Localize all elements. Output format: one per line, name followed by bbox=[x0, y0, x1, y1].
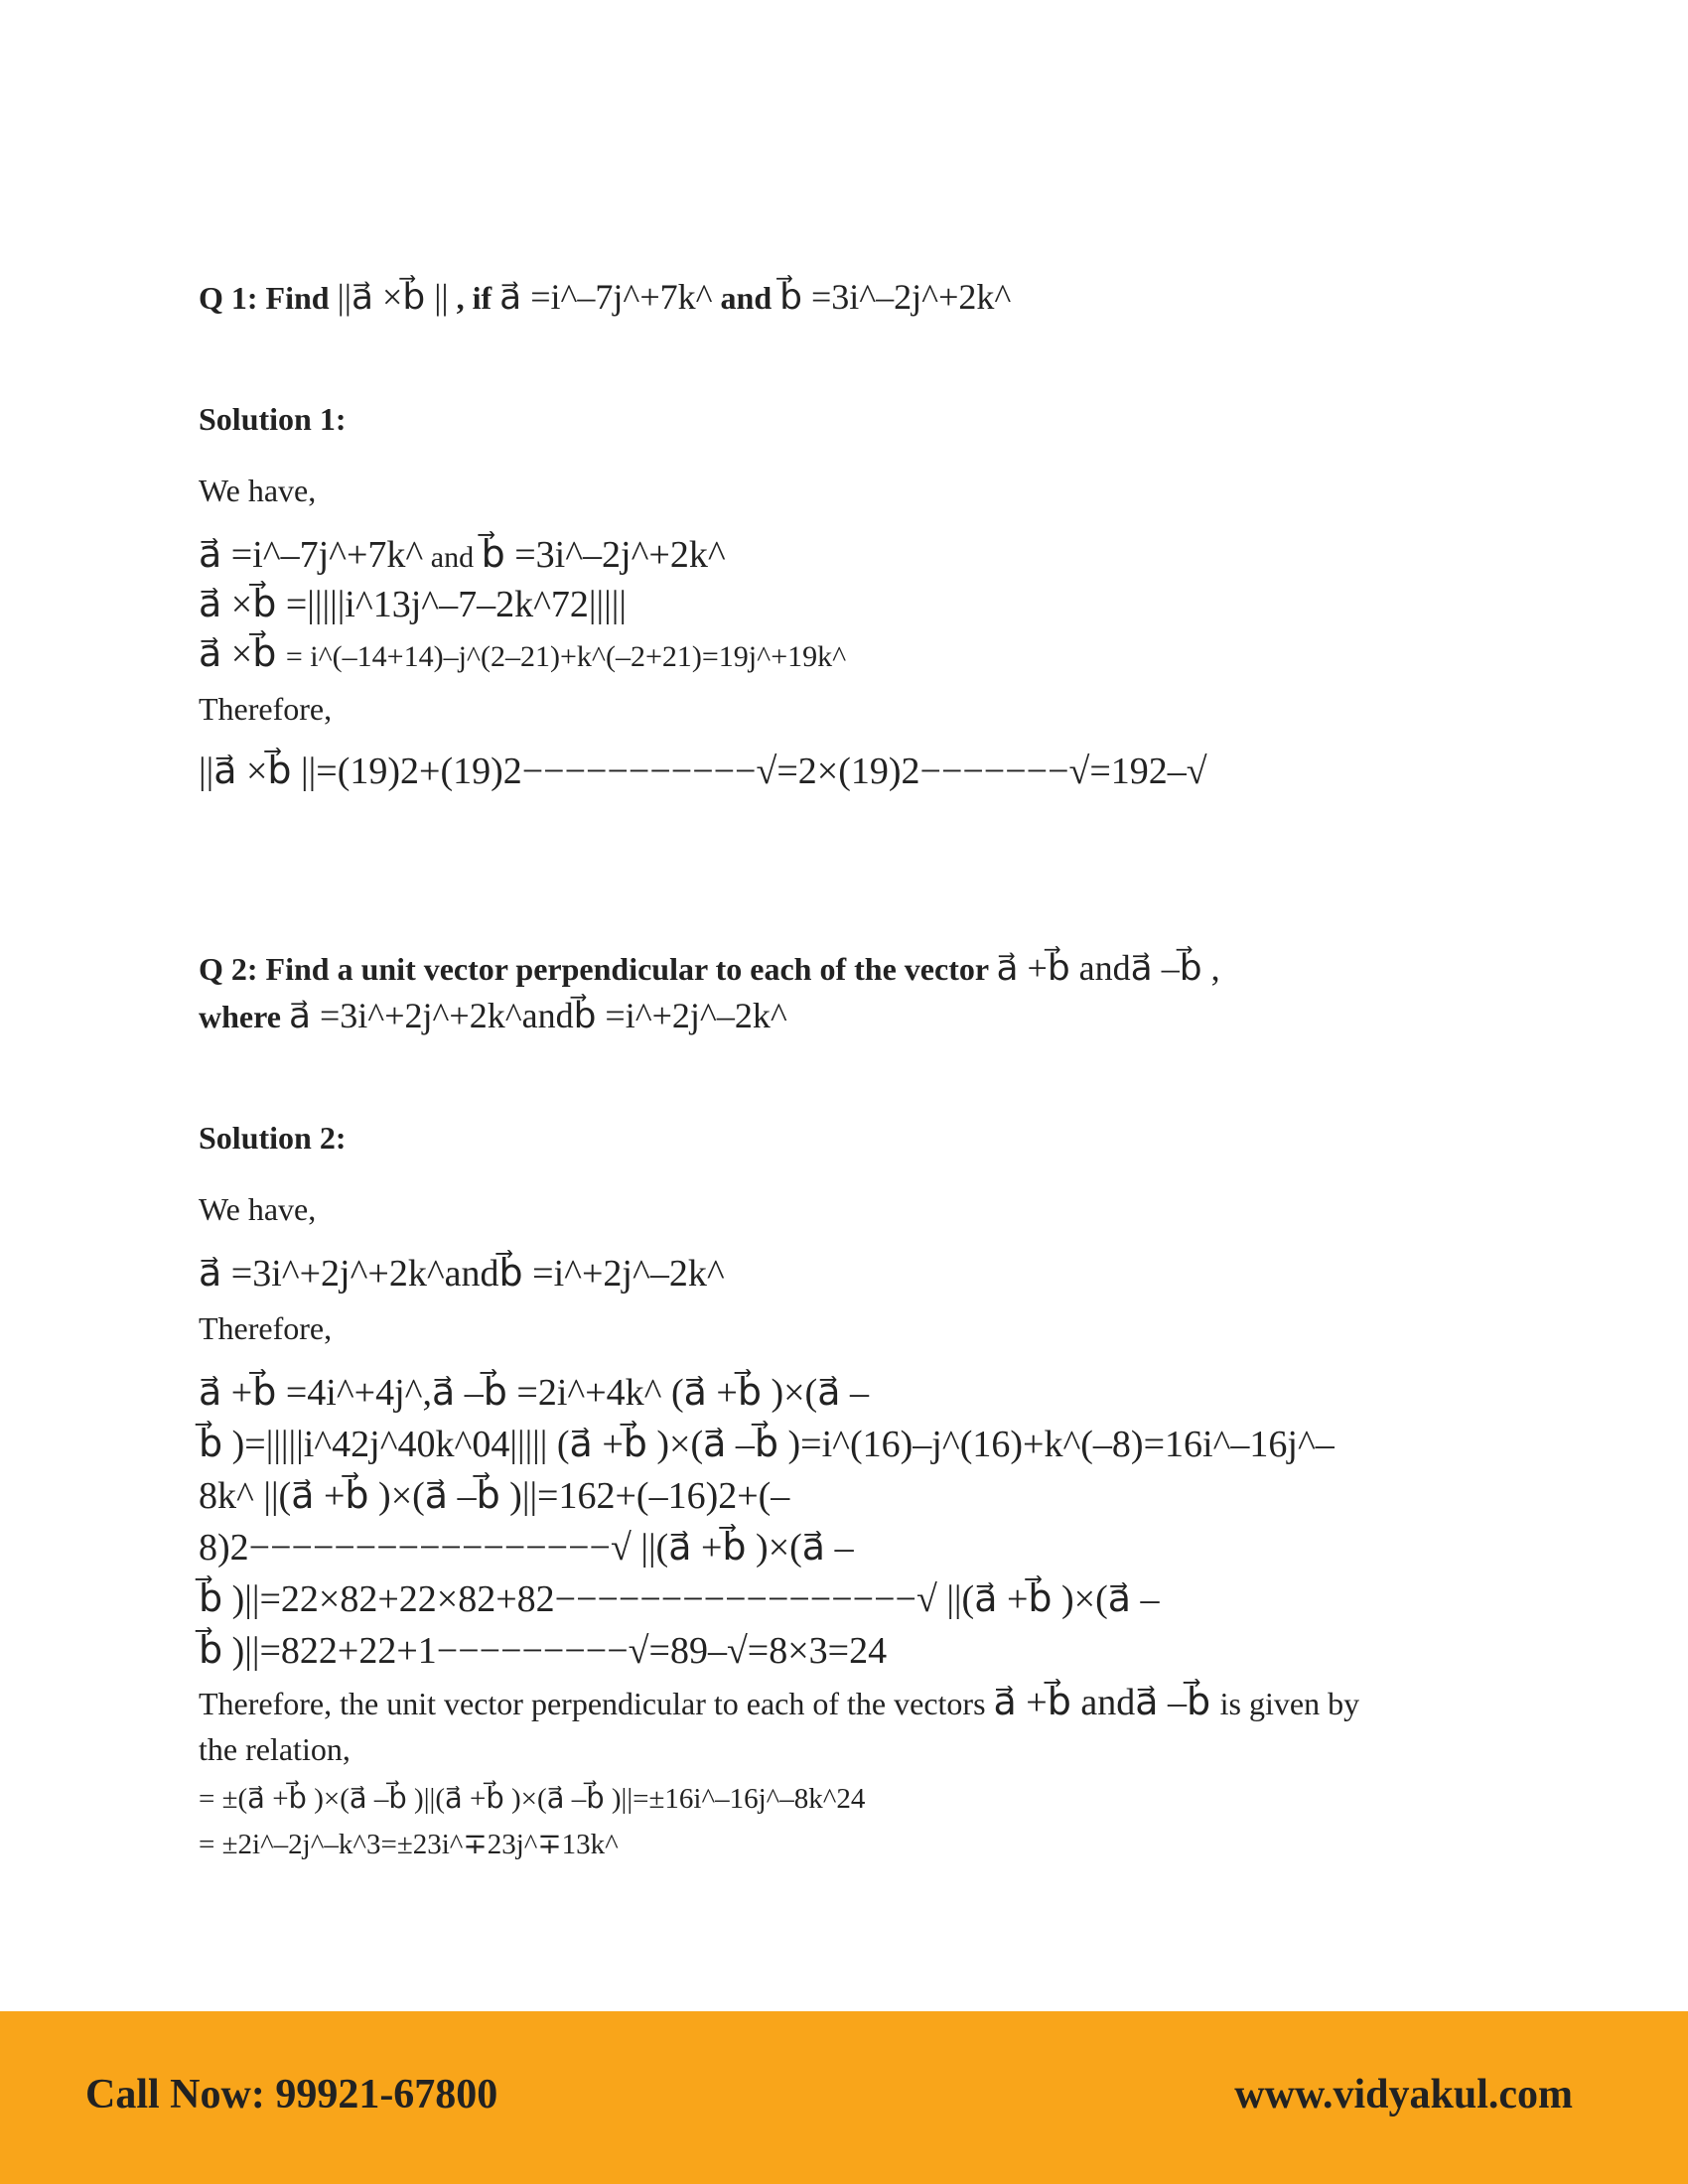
solution-1-heading: Solution 1: bbox=[199, 401, 347, 437]
question-1-math-3: b⃗ =3i^–2j^+2k^ bbox=[779, 277, 1012, 317]
call-now-text[interactable]: Call Now: 99921-67800 bbox=[85, 2072, 498, 2117]
solution-2-conclusion-tail: is given by bbox=[1219, 1686, 1360, 1721]
solution-2-line-6: b⃗ )||=22×82+22×82+82−−−−−−−−−−−−−−−−−√ ||(a⃗ +b⃗ )×(a⃗ – bbox=[199, 1578, 1160, 1620]
solution-1-b-vector: b⃗ =3i^–2j^+2k^ bbox=[481, 534, 726, 576]
solution-2-relation: the relation, bbox=[199, 1731, 351, 1767]
question-2-label: Q 2: Find a unit vector perpendicular to each of the vector bbox=[199, 951, 997, 987]
question-2-line-1 bbox=[199, 947, 1220, 989]
solution-2-line-5: 8)2−−−−−−−−−−−−−−−−−√ ||(a⃗ +b⃗ )×(a⃗ – bbox=[199, 1527, 854, 1569]
question-1 bbox=[199, 276, 1011, 318]
solution-2-result-1: = ±(a⃗ +b⃗ )×(a⃗ –b⃗ )||(a⃗ +b⃗ )×(a⃗ –b⃗ )||=±16i^–16j^–8k^24 bbox=[199, 1783, 866, 1815]
solution-2-heading: Solution 2: bbox=[199, 1120, 347, 1156]
question-1-math-2: a⃗ =i^–7j^+7k^ bbox=[499, 277, 713, 317]
solution-1-magnitude: ||a⃗ ×b⃗ ||=(19)2+(19)2−−−−−−−−−−−√=2×(19)2−−−−−−−√=192–√ bbox=[199, 751, 1207, 792]
solution-2-line-2: a⃗ +b⃗ =4i^+4j^,a⃗ –b⃗ =2i^+4k^ (a⃗ +b⃗ )×(a⃗ – bbox=[199, 1372, 869, 1414]
question-2-line-2 bbox=[199, 995, 787, 1036]
solution-2-therefore: Therefore, bbox=[199, 1310, 333, 1346]
solution-1-therefore: Therefore, bbox=[199, 691, 333, 727]
solution-1-expansion: = i^(–14+14)–j^(2–21)+k^(–2+21)=19j^+19k^ bbox=[285, 640, 847, 673]
question-2-math-1: a⃗ +b⃗ anda⃗ –b⃗ , bbox=[996, 948, 1220, 988]
question-1-and: and bbox=[712, 280, 780, 316]
question-1-label: Q 1: Find bbox=[199, 280, 338, 316]
website-link[interactable]: www.vidyakul.com bbox=[1234, 2072, 1573, 2117]
solution-2-line-4: 8k^ ||(a⃗ +b⃗ )×(a⃗ –b⃗ )||=162+(–16)2+(– bbox=[199, 1475, 790, 1517]
solution-1-and: and bbox=[423, 541, 482, 574]
question-1-math-1: ||a⃗ ×b⃗ || bbox=[337, 277, 449, 317]
solution-2-conclusion-math: a⃗ +b⃗ anda⃗ –b⃗ bbox=[993, 1682, 1220, 1723]
solution-1-we-have: We have, bbox=[199, 473, 317, 508]
question-2-where: where bbox=[199, 999, 289, 1034]
solution-2-conclusion-text: Therefore, the unit vector perpendicular to each of the vectors bbox=[199, 1686, 994, 1721]
solution-2-result-2: = ±2i^–2j^–k^3=±23i^∓23j^∓13k^ bbox=[199, 1829, 619, 1860]
solution-2-line-7: b⃗ )||=822+22+1−−−−−−−−−√=89–√=8×3=24 bbox=[199, 1630, 888, 1672]
solution-1-line-3 bbox=[199, 631, 846, 676]
footer-banner bbox=[0, 2011, 1688, 2184]
question-2-math-2: a⃗ =3i^+2j^+2k^andb⃗ =i^+2j^–2k^ bbox=[288, 996, 787, 1035]
solution-1-line-2: a⃗ ×b⃗ =|||||i^13j^–7–2k^72||||| bbox=[199, 584, 627, 625]
question-1-connector: , if bbox=[448, 280, 500, 316]
solution-1-cross: a⃗ ×b⃗ bbox=[199, 633, 286, 675]
solution-2-we-have: We have, bbox=[199, 1191, 317, 1227]
solution-2-conclusion bbox=[199, 1680, 1359, 1724]
solution-2-line-1: a⃗ =3i^+2j^+2k^andb⃗ =i^+2j^–2k^ bbox=[199, 1253, 725, 1295]
solution-1-a-vector: a⃗ =i^–7j^+7k^ bbox=[199, 534, 424, 576]
solution-2-line-3: b⃗ )=|||||i^42j^40k^04||||| (a⃗ +b⃗ )×(a⃗ –b⃗ )=i^(16)–j^(16)+k^(–8)=16i^–16j^– bbox=[199, 1424, 1335, 1465]
solution-1-line-1 bbox=[199, 532, 726, 577]
